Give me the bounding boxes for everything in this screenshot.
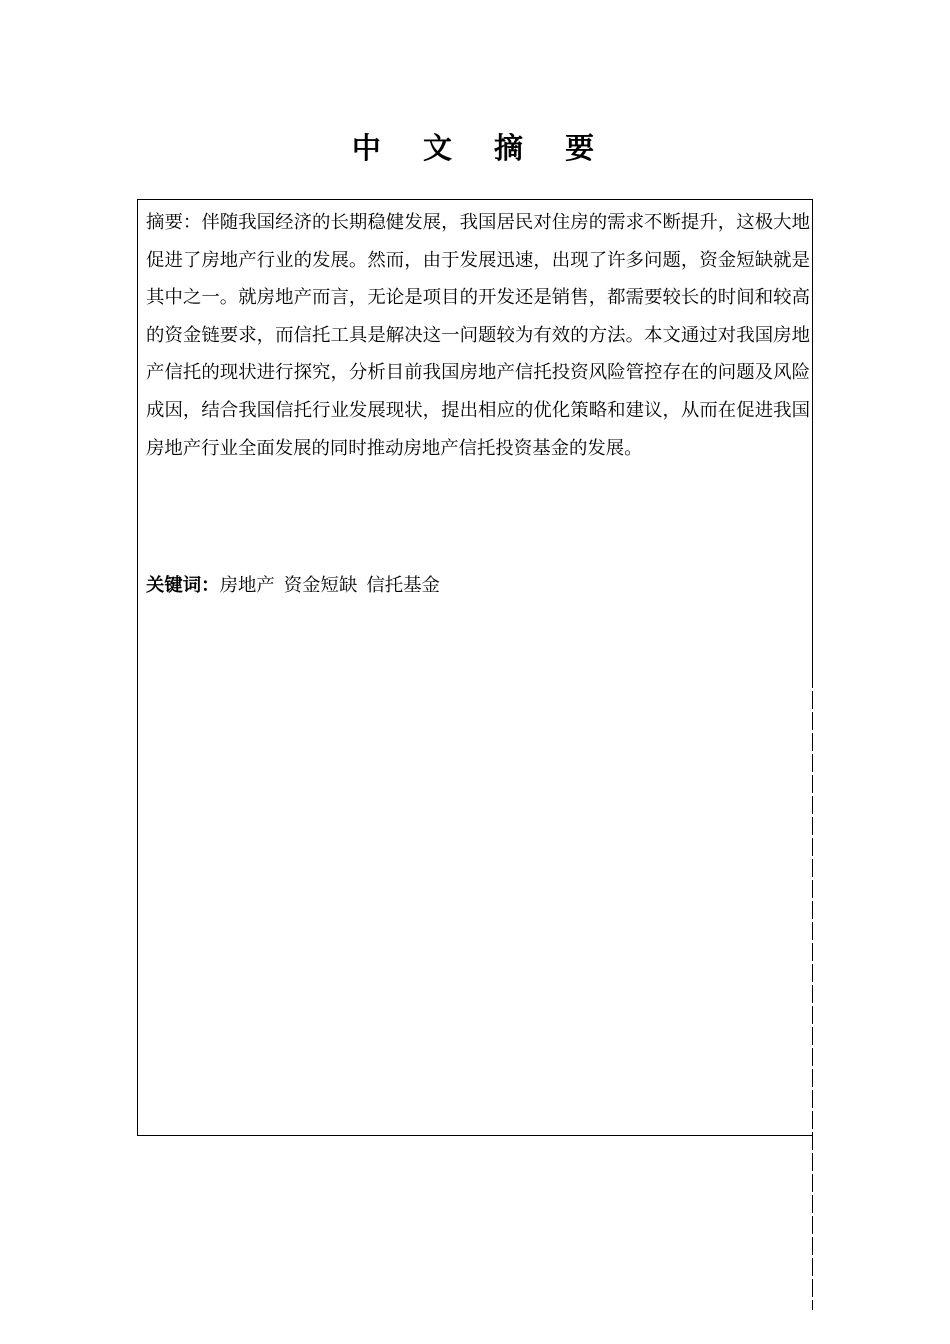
abstract-paragraph: 摘要：伴随我国经济的长期稳健发展，我国居民对住房的需求不断提升，这极大地促进了房地产行业的发展。然而，由于发展迅速，出现了许多问题，资金短缺就是其中之一。就房地产而言，无论是项目的开发还是销售，都需要较长的时间和较高的资金链要求，而信托工具是解决这一问题较为有效的方法。本文通过对我国房地产信托的现状进行探究，分析目前我国房地产信托投资风险管控存在的问题及风险成因，结合我国信托行业发展现状，提出相应的优化策略和建议，从而在促进我国房地产行业全面发展的同时推动房地产信托投资基金的发展。 xyxy=(146,212,810,459)
page-title: 中 文 摘 要 xyxy=(351,131,611,165)
keyword-item: 资金短缺 xyxy=(283,575,358,596)
keywords-label: 关键词： xyxy=(146,575,220,596)
keywords-line xyxy=(146,567,806,605)
abstract-box xyxy=(137,199,813,1136)
keyword-item: 房地产 xyxy=(219,575,275,596)
keyword-item: 信托基金 xyxy=(366,575,440,596)
